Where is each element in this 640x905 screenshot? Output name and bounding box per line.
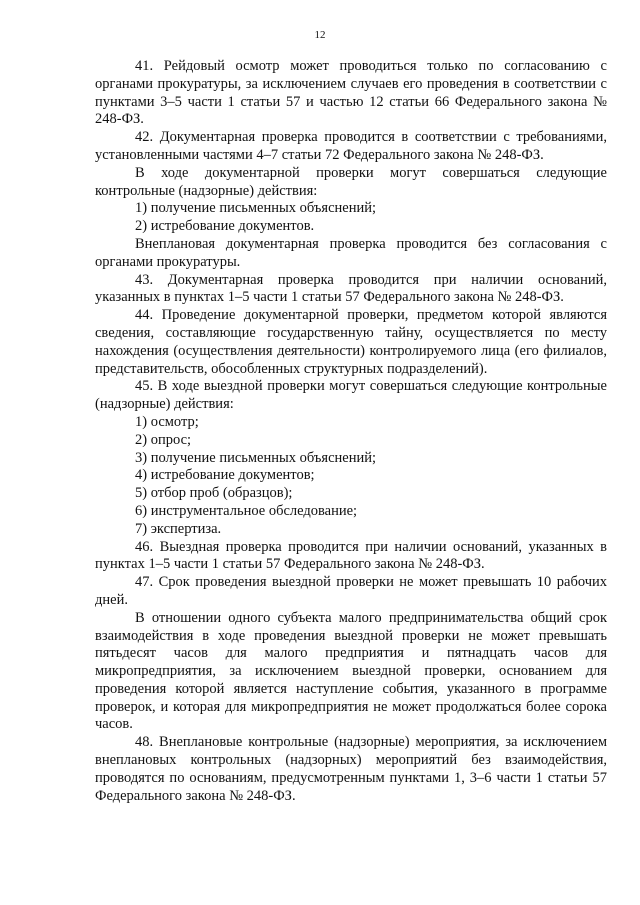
list-item: 6) инструментальное обследование; [135, 502, 358, 519]
list-item: 3) получение письменных объяснений; [135, 449, 377, 466]
paragraph-42-actions-intro: В ходе документарной проверки могут совершаться следующие контрольные (надзорные) действия: [95, 164, 607, 199]
paragraph-unplanned-documentary: Внеплановая документарная проверка проводится без согласования с органами прокуратуры. [95, 235, 607, 270]
paragraph-43: 43. Документарная проверка проводится при наличии оснований, указанных в пунктах 1–5 части 1 статьи 57 Федерального закона № 248-ФЗ. [95, 271, 607, 306]
list-item: 4) истребование документов; [135, 467, 315, 484]
paragraph-48: 48. Внеплановые контрольные (надзорные) мероприятия, за исключением внеплановых контрольных (надзорных) мероприятий без взаимодействия, проводятся по основаниям, предусмотренным пунктами 1, 3–6 части 1 статьи 57 Федерального закона № 248-ФЗ. [95, 734, 607, 804]
paragraph-41: 41. Рейдовый осмотр может проводиться только по согласованию с органами прокуратуры, за исключением случаев его проведения в соответствии с пунктами 3–5 части 1 статьи 57 и частью 12 статьи 66 Федерального закона № 248-ФЗ. [95, 58, 607, 128]
list-item: 2) опрос; [135, 431, 192, 448]
list-item: 1) осмотр; [135, 413, 199, 430]
paragraph-46: 46. Выездная проверка проводится при наличии оснований, указанных в пунктах 1–5 части 1 статьи 57 Федерального закона № 248-ФЗ. [95, 538, 607, 573]
list-item: 5) отбор проб (образцов); [135, 485, 293, 502]
list-item: 7) экспертиза. [135, 520, 222, 537]
page-number: 12 [314, 29, 326, 41]
list-item: 2) истребование документов. [135, 218, 315, 235]
paragraph-42: 42. Документарная проверка проводится в соответствии с требованиями, установленными частями 4–7 статьи 72 Федерального закона № 248-ФЗ. [95, 129, 607, 163]
list-item: 1) получение письменных объяснений; [135, 200, 377, 217]
paragraph-47: 47. Срок проведения выездной проверки не может превышать 10 рабочих дней. [95, 574, 607, 608]
paragraph-44: 44. Проведение документарной проверки, предметом которой являются сведения, составляющие государственную тайну, осуществляется по месту нахождения (осуществления деятельности) контролируемого лица (его филиалов, представительств, обособленных структурных подразделений). [95, 307, 607, 377]
paragraph-small-business-term: В отношении одного субъекта малого предпринимательства общий срок взаимодействия в ходе проведения выездной проверки не может превышать пятьдесят часов для малого предприятия и пятнадцать часов для микропредприятия, за исключением выездной проверки, основанием для проведения которой является наступление события, указанного в программе проверок, и которая для микропредприятия не может продолжаться более сорока часов. [95, 609, 607, 733]
paragraph-45: 45. В ходе выездной проверки могут совершаться следующие контрольные (надзорные) действия: [95, 378, 607, 413]
document-body [95, 58, 607, 805]
